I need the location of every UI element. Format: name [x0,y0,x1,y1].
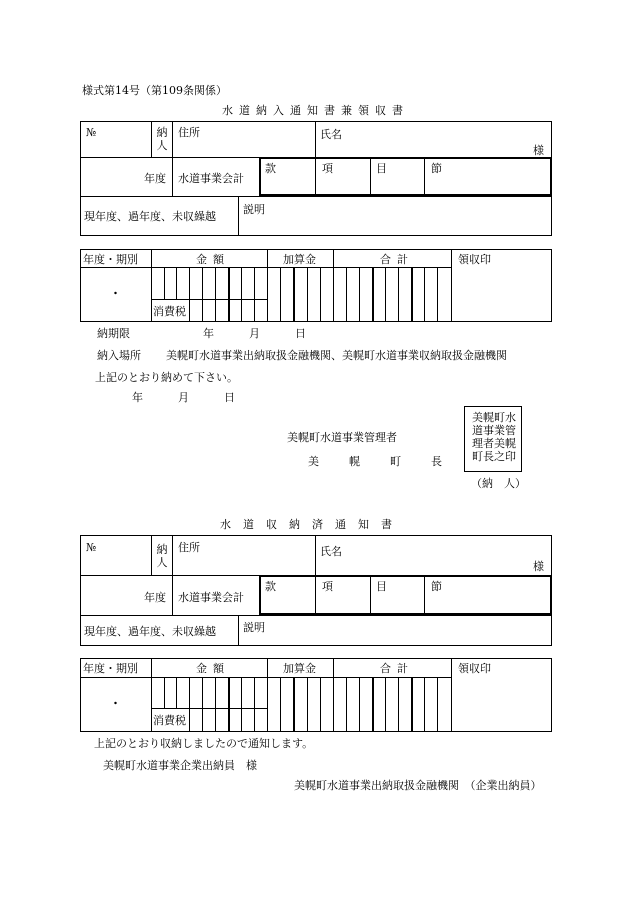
name-label: 氏名 [320,545,342,558]
fiscal-year-label: 年度 [144,591,166,604]
consumption-tax-label: 消費税 [153,714,186,727]
issue-date: 年 月 日 [132,391,247,404]
explanation-label: 説明 [243,203,265,216]
payment-place-label: 納入場所 [97,349,141,362]
mayor-name: 美幌町長 [308,455,472,468]
surcharge-header: 加算金 [283,253,316,266]
account-label: 水道事業会計 [178,172,244,185]
name-label: 氏名 [320,128,342,141]
official-seal-text: 美幌町水道事業管理者美幌町長之印 [472,411,516,463]
setsu-label: 節 [431,580,442,593]
receipt-seal-header: 領収印 [458,253,491,266]
amount-header: 金額 [196,662,230,675]
deadline-date: 年 月 日 [203,327,318,340]
payer-note: （納 人） [471,477,526,490]
moku-label: 目 [376,580,387,593]
deadline-label: 納期限 [97,327,130,340]
receipt-title: 水道収納済通知書 [220,518,404,531]
amount-header: 金額 [196,253,230,266]
notify-text: 上記のとおり収納しましたので通知します。 [94,737,314,750]
period-header: 年度・期別 [83,253,138,266]
setsu-label: 節 [431,162,442,175]
carryover-label: 現年度、過年度、未収繰越 [84,625,216,638]
period-dot: ・ [110,697,121,710]
surcharge-header: 加算金 [283,662,316,675]
please-pay-text: 上記のとおり納めて下さい。 [95,371,238,384]
kan-label: 款 [265,162,276,175]
sama-label: 様 [533,144,544,157]
explanation-label: 説明 [243,621,265,634]
kou-label: 項 [322,162,333,175]
sama-label: 様 [533,560,544,573]
moku-label: 目 [376,162,387,175]
total-header: 合計 [380,662,414,675]
address-label: 住所 [178,541,200,554]
no-label: № [86,541,97,554]
fiscal-year-label: 年度 [144,172,166,185]
address-label: 住所 [178,126,200,139]
payer-vertical-label: 納人 [156,543,168,569]
kan-label: 款 [265,580,276,593]
kou-label: 項 [322,580,333,593]
payer-vertical-label: 納人 [156,126,168,152]
total-header: 合計 [380,253,414,266]
receipt-seal-header: 領収印 [458,662,491,675]
period-header: 年度・期別 [83,662,138,675]
period-dot: ・ [110,287,121,300]
manager-title: 美幌町水道事業管理者 [287,431,397,444]
account-label: 水道事業会計 [178,591,244,604]
addressee: 美幌町水道事業企業出納員 様 [103,759,257,772]
sender: 美幌町水道事業出納取扱金融機関 （企業出納員） [294,779,542,792]
payment-place: 美幌町水道事業出納取扱金融機関、美幌町水道事業収納取扱金融機関 [166,349,507,362]
carryover-label: 現年度、過年度、未収繰越 [84,210,216,223]
no-label: № [86,126,97,139]
notice-title: 水道納入通知書兼領収書 [222,104,409,117]
form-number: 様式第14号（第109条関係） [82,84,227,97]
consumption-tax-label: 消費税 [153,305,186,318]
